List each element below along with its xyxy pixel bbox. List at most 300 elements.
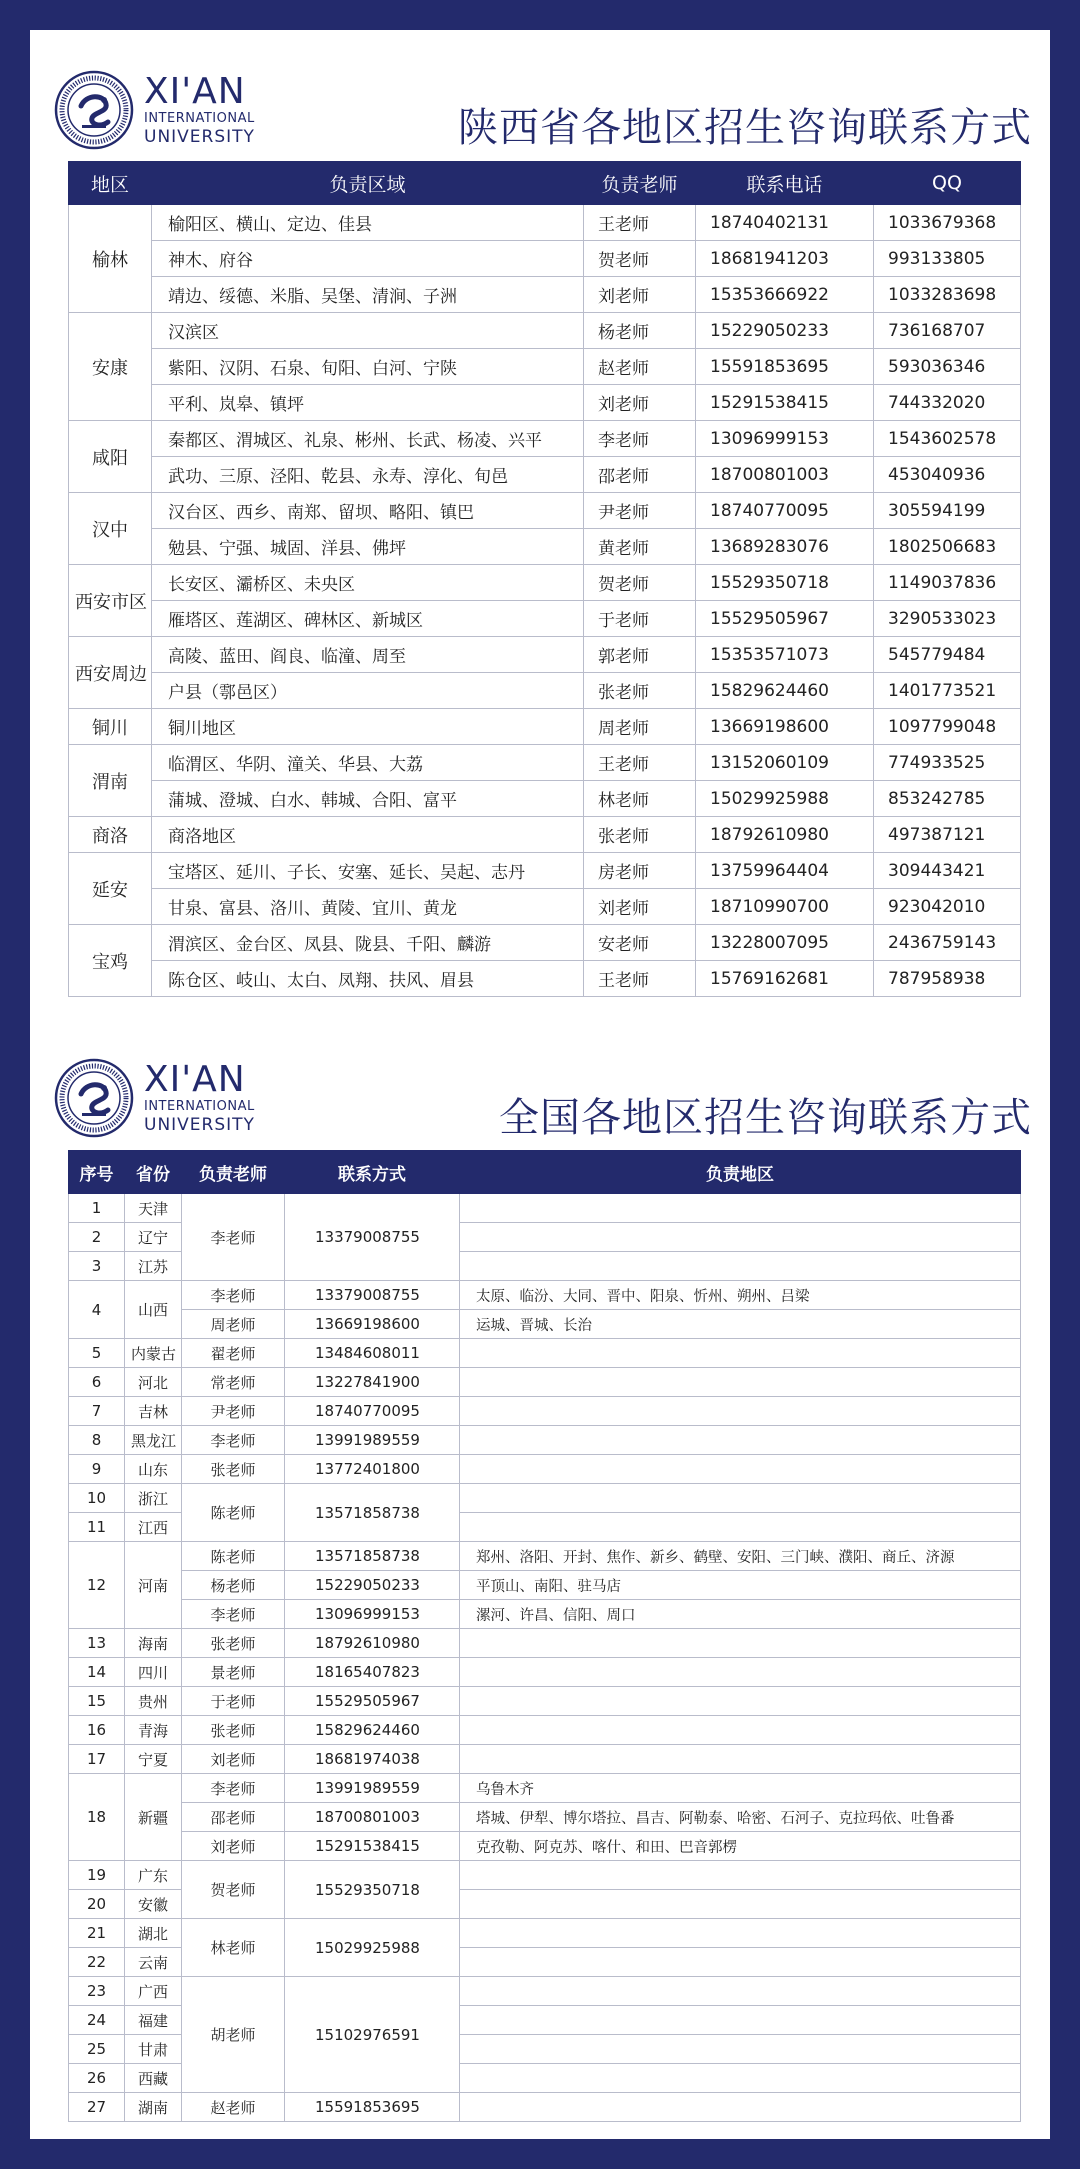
province-cell: 湖南 <box>125 2093 182 2122</box>
number-cell: 2 <box>69 1223 125 1252</box>
area-cell <box>460 1658 1021 1687</box>
header-teacher: 负责老师 <box>584 162 696 205</box>
qq-cell: 593036346 <box>874 349 1021 385</box>
table-row <box>69 817 1021 853</box>
table-row <box>69 1716 1021 1745</box>
area-cell: 勉县、宁强、城固、洋县、佛坪 <box>152 529 584 565</box>
university-seal-icon <box>54 70 134 150</box>
region-cell: 宝鸡 <box>69 925 152 997</box>
table-row <box>69 1600 1021 1629</box>
area-cell: 神木、府谷 <box>152 241 584 277</box>
contact-cell: 13096999153 <box>285 1600 460 1629</box>
phone-cell: 15291538415 <box>696 385 874 421</box>
province-cell: 四川 <box>125 1658 182 1687</box>
table-row <box>69 277 1021 313</box>
number-cell: 26 <box>69 2064 125 2093</box>
number-cell: 24 <box>69 2006 125 2035</box>
area-cell: 紫阳、汉阴、石泉、旬阳、白河、宁陕 <box>152 349 584 385</box>
qq-cell: 744332020 <box>874 385 1021 421</box>
province-cell: 江西 <box>125 1513 182 1542</box>
table-row <box>69 1397 1021 1426</box>
contact-cell: 15529350718 <box>285 1861 460 1919</box>
number-cell: 1 <box>69 1194 125 1223</box>
region-cell: 铜川 <box>69 709 152 745</box>
contact-cell: 15029925988 <box>285 1919 460 1977</box>
province-cell: 宁夏 <box>125 1745 182 1774</box>
teacher-cell: 黄老师 <box>584 529 696 565</box>
area-cell <box>460 2093 1021 2122</box>
teacher-cell: 李老师 <box>182 1426 285 1455</box>
teacher-cell: 尹老师 <box>584 493 696 529</box>
area-cell <box>460 1919 1021 1948</box>
teacher-cell: 刘老师 <box>584 385 696 421</box>
teacher-cell: 郭老师 <box>584 637 696 673</box>
number-cell: 10 <box>69 1484 125 1513</box>
area-cell <box>460 1890 1021 1919</box>
qq-cell: 1543602578 <box>874 421 1021 457</box>
number-cell: 3 <box>69 1252 125 1281</box>
number-cell: 6 <box>69 1368 125 1397</box>
phone-cell: 13152060109 <box>696 745 874 781</box>
area-cell <box>460 1455 1021 1484</box>
phone-cell: 15029925988 <box>696 781 874 817</box>
teacher-cell: 赵老师 <box>182 2093 285 2122</box>
contact-cell: 13991989559 <box>285 1774 460 1803</box>
province-cell: 内蒙古 <box>125 1339 182 1368</box>
number-cell: 12 <box>69 1542 125 1629</box>
contact-cell: 18700801003 <box>285 1803 460 1832</box>
area-cell <box>460 1716 1021 1745</box>
area-cell: 太原、临汾、大同、晋中、阳泉、忻州、朔州、吕梁 <box>460 1281 1021 1310</box>
area-cell <box>460 2035 1021 2064</box>
number-cell: 17 <box>69 1745 125 1774</box>
qq-cell: 309443421 <box>874 853 1021 889</box>
area-cell: 甘泉、富县、洛川、黄陵、宜川、黄龙 <box>152 889 584 925</box>
shaanxi-contact-table <box>68 161 1021 997</box>
area-cell <box>460 1629 1021 1658</box>
table-row <box>69 889 1021 925</box>
teacher-cell: 景老师 <box>182 1658 285 1687</box>
teacher-cell: 杨老师 <box>584 313 696 349</box>
table-row <box>69 1426 1021 1455</box>
table-row <box>69 781 1021 817</box>
teacher-cell: 周老师 <box>182 1310 285 1339</box>
contact-cell: 18681974038 <box>285 1745 460 1774</box>
area-cell: 陈仓区、岐山、太白、凤翔、扶风、眉县 <box>152 961 584 997</box>
teacher-cell: 林老师 <box>182 1919 285 1977</box>
teacher-cell: 杨老师 <box>182 1571 285 1600</box>
province-cell: 青海 <box>125 1716 182 1745</box>
teacher-cell: 李老师 <box>182 1600 285 1629</box>
province-cell: 新疆 <box>125 1774 182 1861</box>
province-cell: 贵州 <box>125 1687 182 1716</box>
phone-cell: 15529505967 <box>696 601 874 637</box>
area-cell: 榆阳区、横山、定边、佳县 <box>152 205 584 241</box>
area-cell: 宝塔区、延川、子长、安塞、延长、吴起、志丹 <box>152 853 584 889</box>
qq-cell: 736168707 <box>874 313 1021 349</box>
number-cell: 8 <box>69 1426 125 1455</box>
number-cell: 27 <box>69 2093 125 2122</box>
phone-cell: 18792610980 <box>696 817 874 853</box>
table-row <box>69 1542 1021 1571</box>
area-cell: 雁塔区、莲湖区、碑林区、新城区 <box>152 601 584 637</box>
area-cell: 平利、岚皋、镇坪 <box>152 385 584 421</box>
province-cell: 福建 <box>125 2006 182 2035</box>
contact-cell: 18165407823 <box>285 1658 460 1687</box>
table-row <box>69 457 1021 493</box>
teacher-cell: 张老师 <box>182 1716 285 1745</box>
table-row <box>69 1832 1021 1861</box>
qq-cell: 1802506683 <box>874 529 1021 565</box>
national-title: 全国各地区招生咨询联系方式 <box>499 1095 1032 1141</box>
table-row <box>69 529 1021 565</box>
table-row <box>69 1455 1021 1484</box>
table-row <box>69 1861 1021 1890</box>
qq-cell: 1401773521 <box>874 673 1021 709</box>
qq-cell: 853242785 <box>874 781 1021 817</box>
area-cell: 蒲城、澄城、白水、韩城、合阳、富平 <box>152 781 584 817</box>
phone-cell: 18700801003 <box>696 457 874 493</box>
qq-cell: 2436759143 <box>874 925 1021 961</box>
table-row <box>69 421 1021 457</box>
logo-name: XI'AN <box>144 1059 246 1100</box>
qq-cell: 453040936 <box>874 457 1021 493</box>
table-row <box>69 1658 1021 1687</box>
table-row <box>69 205 1021 241</box>
teacher-cell: 刘老师 <box>182 1832 285 1861</box>
area-cell: 渭滨区、金台区、凤县、陇县、千阳、麟游 <box>152 925 584 961</box>
province-cell: 江苏 <box>125 1252 182 1281</box>
phone-cell: 15229050233 <box>696 313 874 349</box>
area-cell: 塔城、伊犁、博尔塔拉、昌吉、阿勒泰、哈密、石河子、克拉玛依、吐鲁番 <box>460 1803 1021 1832</box>
province-cell: 河北 <box>125 1368 182 1397</box>
table-row <box>69 241 1021 277</box>
number-cell: 21 <box>69 1919 125 1948</box>
table-row <box>69 1310 1021 1339</box>
university-logo <box>54 1058 255 1138</box>
header-teacher: 负责老师 <box>182 1151 285 1194</box>
header-area: 负责地区 <box>460 1151 1021 1194</box>
teacher-cell: 房老师 <box>584 853 696 889</box>
teacher-cell: 邵老师 <box>584 457 696 493</box>
area-cell: 运城、晋城、长治 <box>460 1310 1021 1339</box>
area-cell <box>460 1745 1021 1774</box>
contact-cell: 18792610980 <box>285 1629 460 1658</box>
area-cell: 长安区、灞桥区、未央区 <box>152 565 584 601</box>
number-cell: 20 <box>69 1890 125 1919</box>
province-cell: 辽宁 <box>125 1223 182 1252</box>
area-cell <box>460 1194 1021 1223</box>
table-row <box>69 1368 1021 1397</box>
number-cell: 16 <box>69 1716 125 1745</box>
logo-line2: INTERNATIONAL <box>144 1099 255 1114</box>
region-cell: 榆林 <box>69 205 152 313</box>
province-cell: 广西 <box>125 1977 182 2006</box>
area-cell <box>460 2064 1021 2093</box>
province-cell: 黑龙江 <box>125 1426 182 1455</box>
table-row <box>69 1281 1021 1310</box>
phone-cell: 18740402131 <box>696 205 874 241</box>
number-cell: 25 <box>69 2035 125 2064</box>
logo-line2: INTERNATIONAL <box>144 111 255 126</box>
header-contact: 联系方式 <box>285 1151 460 1194</box>
area-cell <box>460 1687 1021 1716</box>
table-row <box>69 1919 1021 1948</box>
header-area: 负责区域 <box>152 162 584 205</box>
logo-line3: UNIVERSITY <box>144 127 255 147</box>
table-row <box>69 1571 1021 1600</box>
number-cell: 4 <box>69 1281 125 1339</box>
teacher-cell: 刘老师 <box>584 889 696 925</box>
teacher-cell: 贺老师 <box>182 1861 285 1919</box>
area-cell: 商洛地区 <box>152 817 584 853</box>
teacher-cell: 周老师 <box>584 709 696 745</box>
qq-cell: 993133805 <box>874 241 1021 277</box>
header-phone: 联系电话 <box>696 162 874 205</box>
qq-cell: 1033283698 <box>874 277 1021 313</box>
table-header-row <box>69 162 1021 205</box>
province-cell: 天津 <box>125 1194 182 1223</box>
phone-cell: 15591853695 <box>696 349 874 385</box>
phone-cell: 15353666922 <box>696 277 874 313</box>
contact-cell: 15591853695 <box>285 2093 460 2122</box>
logo-line3: UNIVERSITY <box>144 1115 255 1135</box>
table-row <box>69 493 1021 529</box>
province-cell: 河南 <box>125 1542 182 1629</box>
teacher-cell: 常老师 <box>182 1368 285 1397</box>
teacher-cell: 张老师 <box>584 817 696 853</box>
teacher-cell: 尹老师 <box>182 1397 285 1426</box>
phone-cell: 15529350718 <box>696 565 874 601</box>
contact-cell: 15102976591 <box>285 1977 460 2093</box>
area-cell <box>460 1339 1021 1368</box>
teacher-cell: 王老师 <box>584 961 696 997</box>
teacher-cell: 李老师 <box>182 1774 285 1803</box>
table-row <box>69 961 1021 997</box>
qq-cell: 497387121 <box>874 817 1021 853</box>
teacher-cell: 刘老师 <box>584 277 696 313</box>
table-row <box>69 1629 1021 1658</box>
province-cell: 山东 <box>125 1455 182 1484</box>
table-row <box>69 745 1021 781</box>
contact-cell: 18740770095 <box>285 1397 460 1426</box>
area-cell <box>460 1513 1021 1542</box>
phone-cell: 13669198600 <box>696 709 874 745</box>
area-cell <box>460 1977 1021 2006</box>
phone-cell: 15353571073 <box>696 637 874 673</box>
teacher-cell: 于老师 <box>182 1687 285 1716</box>
qq-cell: 1033679368 <box>874 205 1021 241</box>
phone-cell: 15829624460 <box>696 673 874 709</box>
header-province: 省份 <box>125 1151 182 1194</box>
qq-cell: 3290533023 <box>874 601 1021 637</box>
logo-name: XI'AN <box>144 71 246 112</box>
area-cell: 乌鲁木齐 <box>460 1774 1021 1803</box>
number-cell: 13 <box>69 1629 125 1658</box>
contact-cell: 15291538415 <box>285 1832 460 1861</box>
teacher-cell: 林老师 <box>584 781 696 817</box>
phone-cell: 13759964404 <box>696 853 874 889</box>
number-cell: 15 <box>69 1687 125 1716</box>
contact-cell: 13379008755 <box>285 1194 460 1281</box>
contact-cell: 13571858738 <box>285 1542 460 1571</box>
area-cell <box>460 1252 1021 1281</box>
area-cell: 武功、三原、泾阳、乾县、永寿、淳化、旬邑 <box>152 457 584 493</box>
table-row <box>69 601 1021 637</box>
area-cell <box>460 1484 1021 1513</box>
table-row <box>69 565 1021 601</box>
area-cell: 汉滨区 <box>152 313 584 349</box>
contact-cell: 13484608011 <box>285 1339 460 1368</box>
number-cell: 22 <box>69 1948 125 1977</box>
region-cell: 咸阳 <box>69 421 152 493</box>
contact-cell: 15829624460 <box>285 1716 460 1745</box>
region-cell: 安康 <box>69 313 152 421</box>
national-contact-table <box>68 1150 1021 2122</box>
teacher-cell: 张老师 <box>182 1455 285 1484</box>
contact-cell: 13772401800 <box>285 1455 460 1484</box>
header-qq: QQ <box>874 162 1021 205</box>
phone-cell: 13228007095 <box>696 925 874 961</box>
teacher-cell: 贺老师 <box>584 241 696 277</box>
contact-cell: 13227841900 <box>285 1368 460 1397</box>
area-cell: 郑州、洛阳、开封、焦作、新乡、鹤壁、安阳、三门峡、濮阳、商丘、济源 <box>460 1542 1021 1571</box>
table-row <box>69 385 1021 421</box>
contact-cell: 13379008755 <box>285 1281 460 1310</box>
teacher-cell: 王老师 <box>584 205 696 241</box>
phone-cell: 18681941203 <box>696 241 874 277</box>
table-row <box>69 709 1021 745</box>
table-row <box>69 313 1021 349</box>
province-cell: 广东 <box>125 1861 182 1890</box>
province-cell: 湖北 <box>125 1919 182 1948</box>
table-row <box>69 2093 1021 2122</box>
table-row <box>69 1687 1021 1716</box>
shaanxi-title: 陕西省各地区招生咨询联系方式 <box>458 105 1032 151</box>
area-cell: 秦都区、渭城区、礼泉、彬州、长武、杨凌、兴平 <box>152 421 584 457</box>
teacher-cell: 李老师 <box>182 1194 285 1281</box>
region-cell: 西安市区 <box>69 565 152 637</box>
area-cell <box>460 1948 1021 1977</box>
table-row <box>69 1803 1021 1832</box>
qq-cell: 774933525 <box>874 745 1021 781</box>
province-cell: 海南 <box>125 1629 182 1658</box>
contact-cell: 13669198600 <box>285 1310 460 1339</box>
table-row <box>69 673 1021 709</box>
table-row <box>69 349 1021 385</box>
area-cell: 靖边、绥德、米脂、吴堡、清涧、子洲 <box>152 277 584 313</box>
table-row <box>69 637 1021 673</box>
region-cell: 西安周边 <box>69 637 152 709</box>
province-cell: 吉林 <box>125 1397 182 1426</box>
table-row <box>69 1194 1021 1223</box>
area-cell <box>460 1397 1021 1426</box>
province-cell: 浙江 <box>125 1484 182 1513</box>
region-cell: 汉中 <box>69 493 152 565</box>
number-cell: 18 <box>69 1774 125 1861</box>
province-cell: 山西 <box>125 1281 182 1339</box>
header-region: 地区 <box>69 162 152 205</box>
national-contact-card <box>30 1030 1050 2139</box>
teacher-cell: 安老师 <box>584 925 696 961</box>
area-cell <box>460 1426 1021 1455</box>
number-cell: 7 <box>69 1397 125 1426</box>
area-cell: 汉台区、西乡、南郑、留坝、略阳、镇巴 <box>152 493 584 529</box>
table-row <box>69 1977 1021 2006</box>
area-cell: 户县（鄠邑区） <box>152 673 584 709</box>
teacher-cell: 于老师 <box>584 601 696 637</box>
teacher-cell: 陈老师 <box>182 1484 285 1542</box>
number-cell: 5 <box>69 1339 125 1368</box>
area-cell: 漯河、许昌、信阳、周口 <box>460 1600 1021 1629</box>
phone-cell: 13689283076 <box>696 529 874 565</box>
table-row <box>69 1484 1021 1513</box>
contact-cell: 13991989559 <box>285 1426 460 1455</box>
header-number: 序号 <box>69 1151 125 1194</box>
teacher-cell: 张老师 <box>584 673 696 709</box>
contact-cell: 15529505967 <box>285 1687 460 1716</box>
teacher-cell: 胡老师 <box>182 1977 285 2093</box>
shaanxi-contact-card <box>30 30 1050 1030</box>
qq-cell: 1149037836 <box>874 565 1021 601</box>
qq-cell: 787958938 <box>874 961 1021 997</box>
qq-cell: 305594199 <box>874 493 1021 529</box>
province-cell: 西藏 <box>125 2064 182 2093</box>
area-cell: 临渭区、华阴、潼关、华县、大荔 <box>152 745 584 781</box>
contact-cell: 15229050233 <box>285 1571 460 1600</box>
phone-cell: 18710990700 <box>696 889 874 925</box>
table-row <box>69 853 1021 889</box>
area-cell <box>460 1368 1021 1397</box>
province-cell: 云南 <box>125 1948 182 1977</box>
region-cell: 渭南 <box>69 745 152 817</box>
table-row <box>69 1745 1021 1774</box>
number-cell: 14 <box>69 1658 125 1687</box>
teacher-cell: 王老师 <box>584 745 696 781</box>
teacher-cell: 贺老师 <box>584 565 696 601</box>
qq-cell: 1097799048 <box>874 709 1021 745</box>
teacher-cell: 邵老师 <box>182 1803 285 1832</box>
number-cell: 9 <box>69 1455 125 1484</box>
area-cell <box>460 2006 1021 2035</box>
teacher-cell: 赵老师 <box>584 349 696 385</box>
area-cell: 克孜勒、阿克苏、喀什、和田、巴音郭楞 <box>460 1832 1021 1861</box>
area-cell: 平顶山、南阳、驻马店 <box>460 1571 1021 1600</box>
table-header-row <box>69 1151 1021 1194</box>
qq-cell: 545779484 <box>874 637 1021 673</box>
teacher-cell: 张老师 <box>182 1629 285 1658</box>
table-row <box>69 925 1021 961</box>
region-cell: 商洛 <box>69 817 152 853</box>
area-cell <box>460 1223 1021 1252</box>
phone-cell: 18740770095 <box>696 493 874 529</box>
teacher-cell: 刘老师 <box>182 1745 285 1774</box>
teacher-cell: 李老师 <box>182 1281 285 1310</box>
area-cell: 高陵、蓝田、阎良、临潼、周至 <box>152 637 584 673</box>
region-cell: 延安 <box>69 853 152 925</box>
contact-cell: 13571858738 <box>285 1484 460 1542</box>
area-cell <box>460 1861 1021 1890</box>
teacher-cell: 李老师 <box>584 421 696 457</box>
area-cell: 铜川地区 <box>152 709 584 745</box>
university-logo <box>54 70 255 150</box>
number-cell: 19 <box>69 1861 125 1890</box>
table-row <box>69 1774 1021 1803</box>
qq-cell: 923042010 <box>874 889 1021 925</box>
number-cell: 11 <box>69 1513 125 1542</box>
university-seal-icon <box>54 1058 134 1138</box>
phone-cell: 15769162681 <box>696 961 874 997</box>
